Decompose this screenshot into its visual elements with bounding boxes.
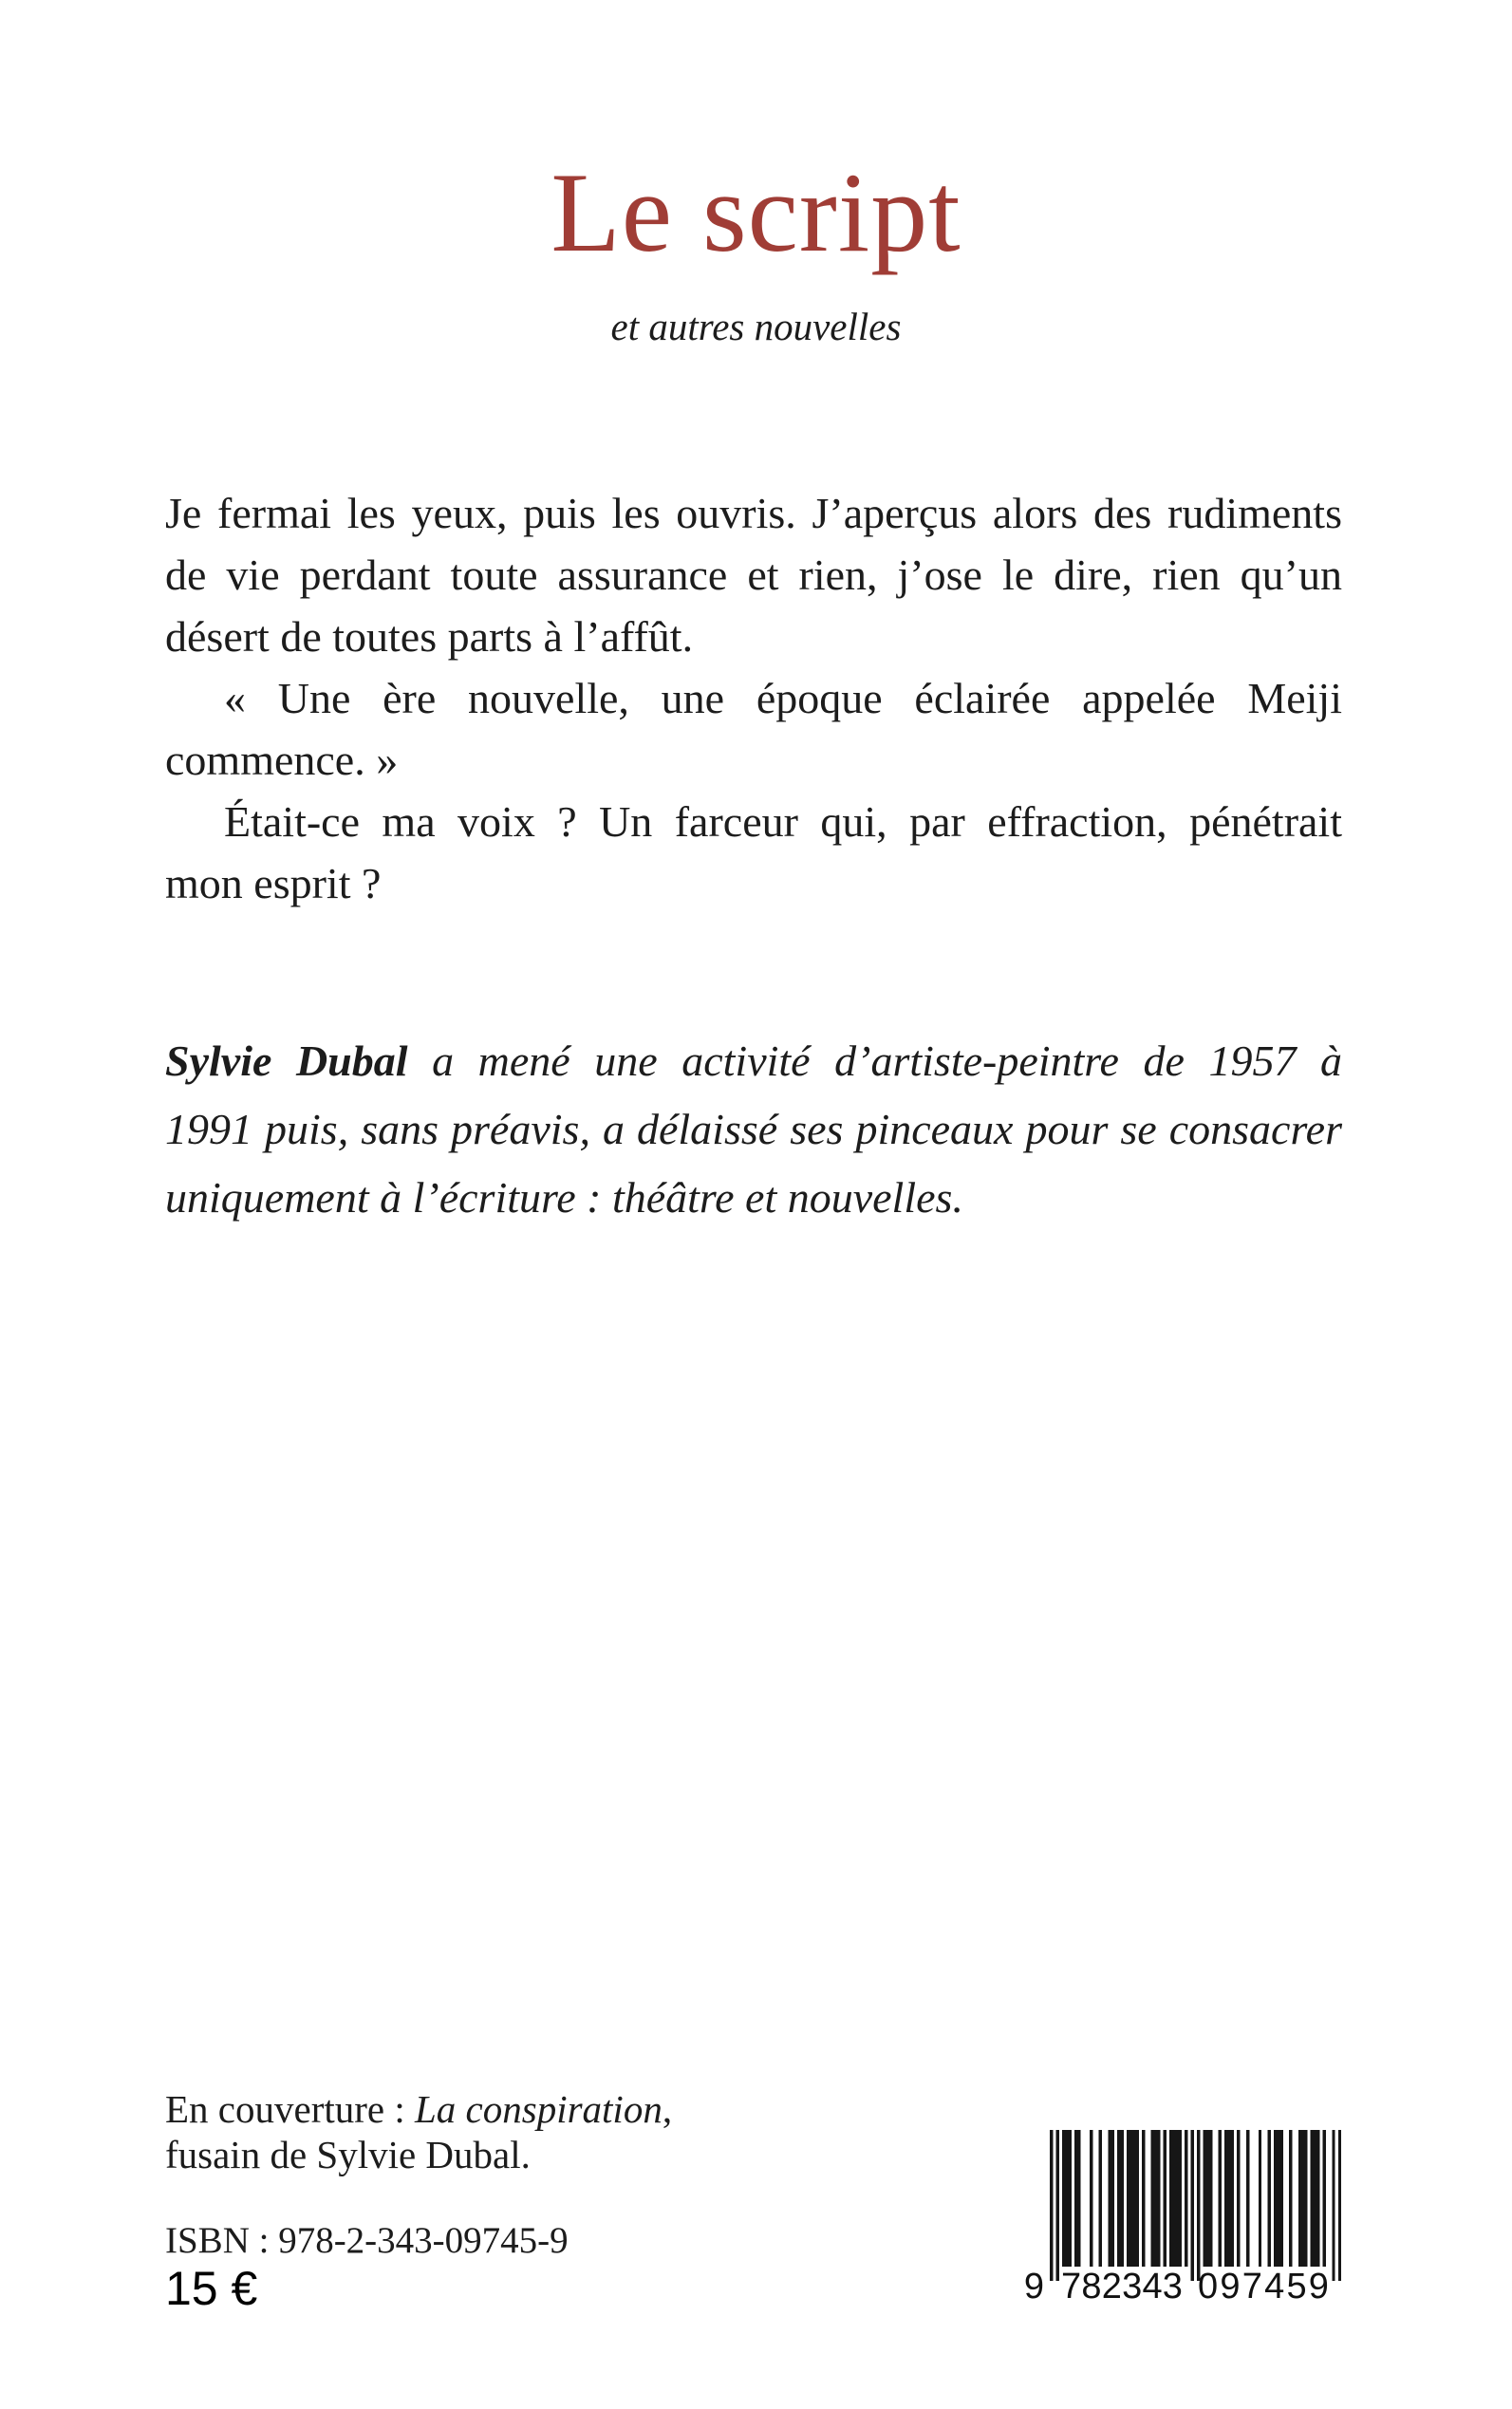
bio-line: 1991 puis, sans préavis, a délaissé ses pinceaux pour se consacrer	[165, 1105, 1342, 1153]
book-title: Le script	[551, 149, 961, 275]
isbn-text: ISBN : 978-2-343-09745-9	[165, 2220, 569, 2261]
excerpt-line: « Une ère nouvelle, une époque éclairée appelée Meiji	[224, 674, 1342, 722]
excerpt-line: de vie perdant toute assurance et rien, j’ose le dire, rien qu’un	[165, 551, 1342, 599]
bio-line: uniquement à l’écriture : théâtre et nouvelles.	[165, 1173, 963, 1222]
barcode-digit-group-left: 7 8 2 3 4 3	[1061, 2267, 1183, 2306]
excerpt-line: désert de toutes parts à l’affût.	[165, 612, 694, 661]
cover-note-suffix: ,	[662, 2087, 673, 2131]
excerpt-block	[165, 482, 1342, 914]
cover-note	[165, 2086, 1114, 2177]
author-bio	[165, 1027, 1342, 1232]
cover-note-prefix: En couverture :	[165, 2087, 415, 2131]
author-name: Sylvie Dubal	[165, 1036, 408, 1085]
excerpt-line: Je fermai les yeux, puis les ouvris. J’aperçus alors des rudiments	[165, 489, 1342, 537]
cover-artwork-title: La conspiration	[414, 2087, 663, 2131]
bio-line	[165, 1027, 1342, 1095]
excerpt-line: commence. »	[165, 736, 399, 784]
barcode-digit-first: 9	[1023, 2267, 1044, 2306]
excerpt-line: mon esprit ?	[165, 859, 382, 907]
cover-note-line	[165, 2086, 1114, 2132]
barcode	[1050, 2130, 1341, 2282]
bio-line-text: a mené une activité d’artiste-peintre de 1957 à	[407, 1036, 1342, 1085]
book-subtitle: et autres nouvelles	[610, 305, 902, 348]
cover-note-line: fusain de Sylvie Dubal.	[165, 2133, 531, 2176]
price-label: 15 €	[165, 2262, 258, 2315]
excerpt-line: Était-ce ma voix ? Un farceur qui, par effraction, pénétrait	[224, 797, 1342, 846]
barcode-digit-group-right: 0 9 7 4 5 9	[1198, 2267, 1329, 2306]
